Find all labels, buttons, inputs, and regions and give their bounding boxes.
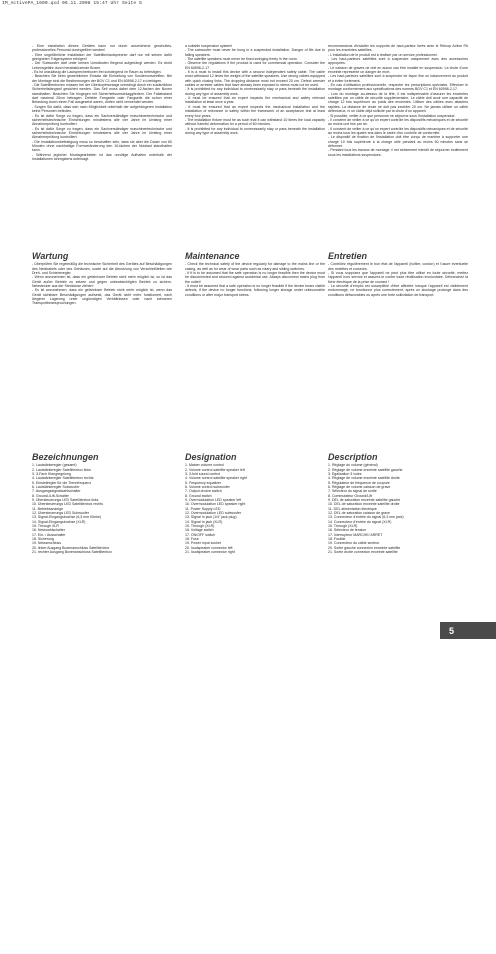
paragraph: - En cas d'utilisation professionnelle, respecter les prescriptions spéciales. Effectuer le montage conformément aux spécifications des normes BGV C1 et EN 60598-2-17. — [328, 83, 468, 92]
list-item: 13. Connecteur d'entrée du signal (6,3 mm jack) — [328, 515, 404, 520]
page-number: 5 — [448, 625, 454, 636]
paragraph: - If it is to be assumed that the safe operation is no longer feasible then the device must be disconnected and secured against accidental use. Always disconnect mains plug from the outlet! — [185, 270, 325, 284]
paragraph: - Le dispositif de fixation de l'installation doit être conçu de manière à supporter une charge 10 fois supérieure à la charge utile pendant au moins 60 minutes sans se déformer. — [328, 135, 468, 148]
paragraph: - La sécurité d'emploi est susceptible d'être affectée lorsque l'appareil est visiblement endommagé, ne fonctionne plus correctement, après un stockage prolongé dans des conditions défavorables ou après une forte sollicitation de transport. — [328, 283, 468, 297]
paragraph: - The satellite speakers must never be fixed swinging freely in the room. — [185, 57, 298, 62]
paragraph: - Wenn anzunehmen ist, dass ein gefahrloser Betrieb nicht mehr möglich ist, so ist das Gerät außer Betrieb zu setzen und gegen unbeabsichtigten Betrieb zu sichern. Netzstecker aus der Steckdose ziehen! — [32, 275, 172, 288]
list-item: 9. DEL de saturation enceinte satellite gauche — [328, 497, 401, 502]
paragraph: - It must be ensured that an expert inspects the mechanical installation and the installation of relevance to safety within the framework of an acceptance test at least every four years. — [185, 104, 325, 118]
list-item: 1. Master volume control — [185, 463, 224, 468]
list-item: 15. Through (XLR) — [185, 524, 215, 528]
list-item: 12. Übersteuerungs LED Subwoofer — [32, 510, 89, 515]
list-item: 5. Einstellregler für die Trennfrequenz — [32, 480, 92, 485]
list-item: 3. Égalisation 3 voies — [328, 471, 362, 476]
paragraph: - Les haut-parleurs satellites sont à suspendre de façon fixe un balancement du produit et à éviter fortement. — [328, 74, 468, 83]
paragraph: - Si vous supposez que l'appareil ne peut plus être utilisé en toute sécurité, mettez l'appareil hors service et assurez-le contre toute réutilisation involontaire. Débranchez la fiche électrique de la prise de courant ! — [328, 270, 468, 284]
paragraph: - Überprüfen Sie regelmäßig die technische Sicherheit des Gerätes auf Beschädigungen des Netzkabels oder des Gehäuses, sowie auf die Abnutzung von Verschleißteilen wie Dreh- und Schieberegler. — [32, 262, 172, 275]
list-item: 14. Connecteur d'entrée du signal (XLR) — [328, 519, 392, 524]
list-item: 16. Voltage switch — [185, 528, 214, 533]
list-item: 11. DEL alimentation électrique — [328, 506, 377, 511]
section-title: Wartung — [32, 251, 69, 261]
installation-text-fr — [328, 44, 468, 157]
list-item: 19. Power input socket — [185, 541, 221, 546]
print-slug: IM_ActivePA_1600.qxd 06.11.2008 15:47 Uhr Seite 5 — [2, 1, 142, 6]
paragraph: - Sorgen Sie dafür, dass sich nach Möglichkeit unterhalb der aufgehängeren Installation keine Personen befinden. — [32, 104, 172, 114]
paragraph: - Si possible, veiller à ce que personne ne séjourne sous l'installation suspendue. — [328, 113, 456, 118]
list-item: 11. Betriebsanzeige — [32, 506, 64, 511]
list-item: 20. linker Ausgang Boxenanschluss Satellitenbox — [32, 545, 110, 550]
paragraph: - It is prohibited for any individual to unnecessarily stay or pass beneath the installation during any type of assembly work. — [185, 126, 325, 135]
paragraph: - Lors du montage au-dessus de la tête, il est indispensable d'assurer les enceintes satellites par un câble de sécurité supplémentaire. Le câble doit avoir une capacité de charge 12 fois supérieure au poids des enceintes. Utiliser des câbles avec attaches rapides. La distance de chute ne doit pas excéder 20 cm. Ne jamais utiliser un câble défectueux, ni un câble déjà sollicité par la chute d'un appareil. — [328, 91, 468, 114]
paragraph: - Les haut-parleurs satellites sont à suspendre uniquement avec des accessoires appropriés. — [328, 57, 468, 66]
list-item: 6. Volume control subwoofer — [185, 484, 230, 489]
maintenance-section-fr — [328, 251, 468, 297]
list-item: 20. Sortie gauche connexion enceinte satellite — [328, 545, 401, 550]
list-item: 21. Sortie droite connexion enceinte satellite — [328, 550, 398, 555]
list-item: 8. Ground switch — [185, 493, 212, 498]
page-number-tab — [440, 622, 496, 639]
list-item: 4. Réglage de volume enceinte satellite droite — [328, 476, 400, 481]
list-item: 6. Lautstärkeregler Subwoofer — [32, 484, 80, 489]
paragraph: - It must be ensured that an expert inspects the mechanical and safety relevant installation at least once a year. — [185, 96, 325, 105]
list-item: 12. DEL de saturation caisson de grave — [328, 510, 390, 515]
list-item: 5. Régulateur de fréquence de coupure — [328, 480, 390, 485]
list-item: 16. Sélecteur de tension — [328, 528, 367, 533]
paragraph: - Die Satellitenboxen müssen bei der Überkopfmontage unbedingt durch ein zusätzliches Sicherheitsfangseil gesichert werden. Das Seil muss dabei dem 12-fachen der Boxen standhalten. Beachten Sie hingegen mit Sicherheitsumschlaggliedern. Der Fallabstand darf maximal 20cm betragen. Defekte Fangseile oder Fangseile die schon einer Belastung durch einen Fall ausgesetzt waren, dürfen nicht verwendet werden. — [32, 83, 172, 105]
designation-section-de — [32, 452, 172, 554]
list-item: 13. Signal In jack (1/4" jack plug) — [185, 515, 237, 520]
list-item: 16. Netzwahlschalter — [32, 528, 65, 533]
paragraph: - Beachten Sie beim gewerblichen Einsatz die Einhaltung von Sondervorschriften. Bei der Montage sind die Bestimmungen der BGV C1 und EN 60598-2-17 zu befolgen. — [32, 74, 172, 83]
paragraph: - Contrôlez régulièrement le bon état de l'appareil (boîtier, cordon) et l'usure éventuelle des molettes et curseurs. — [328, 262, 468, 271]
list-item: 17. Interrupteur MARCHE/ ARRÊT — [328, 532, 383, 537]
paragraph: - Eine Installation dieses Gerätes kann nur durch ausreichend geschultes, professionelles Personal durchgeführt werden! — [32, 44, 172, 53]
paragraph: - Observe the regulations if the product is used for commercial operation. Consider the EN 60598-2-17. — [185, 61, 325, 70]
paragraph: - Eine ungefährliche Installation der Satellitenlautsprecher darf nur mit seinen dafür geeigneten Trägersystem erfolgen! — [32, 52, 172, 62]
list-item: 10. DEL de saturation enceinte satellite droite — [328, 502, 400, 507]
list-item: 10. Overmodulation LED speaker right — [185, 502, 246, 507]
paragraph: - Pendant tous les travaux de montage, il est strictement interdit de séjourner inutilement sous les installations suspendues. — [328, 148, 468, 157]
list-item: 18. Sicherung — [32, 537, 54, 542]
list-item: 17. Ein- / Ausschalter — [32, 532, 66, 537]
paragraph: a suitable suspension system! — [185, 44, 233, 48]
list-item: 9. Overmodulation LED speaker left — [185, 497, 242, 502]
list-item: 7. Output choice switch — [185, 489, 222, 494]
list-item: 12. Overmodulation LED subwoofer — [185, 510, 242, 515]
paragraph: - Während jeglicher Montagearbeiten ist das unnötige Aufhalten unterhalb der Installationen strengstens untersagt. — [32, 152, 172, 161]
designation-section-fr — [328, 452, 468, 554]
list-item: 15. Through (XLR) — [328, 524, 358, 528]
section-title: Bezeichnungen — [32, 452, 99, 462]
list-item: 2. Réglage de volume enceinte satellite gauche — [328, 467, 403, 472]
list-item: 11. Power Supply LED — [185, 506, 221, 511]
paragraph: - Es ist dafür Sorge zu tragen, dass ein Sachverständiger maschinentechnische und sicherheitstechnische Einrichtungen mindestens alle vier Jahre im Umfang einer Abnahmeprüfung kontrolliert. — [32, 113, 172, 127]
list-item: 21. rechter Ausgang Boxenanschluss Satellitenbox — [32, 550, 112, 555]
paragraph: - The subwoofer must never be hung in a suspended installation. Danger of life due to falling speakers. — [185, 48, 325, 57]
list-item: 14. Signal In jack (XLR) — [185, 519, 223, 524]
list-item: 15. Through XLR — [32, 524, 59, 528]
list-item: 18. Fuse — [185, 537, 199, 542]
paragraph: - Le caisson de graves ne doit en aucun cas être installé en suspension. La chute d'une enceinte représente un danger de mort. — [328, 65, 468, 75]
paragraph: - Der Subwoofer darf unter keinen Umständen fliegend aufgehängt werden. Es droht Lebensgefahr durch herabstürzende Boxen. — [32, 61, 172, 70]
list-item: 6. Réglage de volume caisson de grave — [328, 484, 391, 489]
maintenance-section-de — [32, 251, 172, 306]
paragraph: - Es ist dafür Sorge zu tragen, dass ein Sachverständiger maschinentechnische und sicherheitstechnische Einrichtungen mindestens alle vier Jahre im Umfang einer Abnahmeprüfung kontrolliert. — [32, 126, 172, 140]
paragraph: - Il convient de veiller à ce qu'un expert contrôle les dispositifs mécaniques et de sécurité au moins tous les quatre ans dans le cadre d'un contrôle de conformité. — [328, 126, 468, 135]
list-item: 4. Lautstärkeregler Satellitenbox rechts — [32, 476, 94, 481]
installation-text-de — [32, 44, 172, 161]
list-item: 13. Signal-Eingangsbuchse (6,3 mm Klinke) — [32, 515, 102, 520]
list-item: 19. Connecteur du câble secteur — [328, 541, 380, 546]
paragraph: recommandons d'installer les supports de haut-parleur livrés avec le Reloop Active PA pour les enceintes satellites. — [328, 44, 468, 53]
paragraph: - The installation fixture must be as such that it can withstand 10 times the load capacity without harmful deformation for a period of 60 minutes. — [185, 117, 325, 127]
list-item: 20. loudspeaker connector left — [185, 545, 233, 550]
section-title: Designation — [185, 452, 237, 462]
installation-text-en — [185, 44, 325, 135]
paragraph: - Es ist unzulässig die Lautsprecherboxen frei schwingend im Raum zu befestigen. — [32, 70, 162, 75]
paragraph: - Check the technical safety of the device regularly for damage to the mains line or the casing, as well as for wear of wear parts such as rotary and sliding switches. — [185, 262, 325, 271]
list-item: 10. Übersteuerungs LED Satellitenbox rechts — [32, 502, 103, 507]
list-item: 8. Commutateur Ground/Lift — [328, 493, 372, 498]
paragraph: - Die Installationsbefestigung muss so beschaffen sein, dass sie aber die Dauer von 60 Minuten ohne nachhaltige Formveränderung den 10-fachen der Nutzlast standhalten kann. — [32, 139, 172, 153]
paragraph: - L'installation de le produit est à réaliser par un service professionnel. — [328, 52, 438, 57]
list-item: 17. ON/OFF switch — [185, 532, 216, 537]
paragraph: - It must be assumed that a safe operation is no longer feasible if the device bears visible defects, if the device no longer functions, following longer storage under unfavourable conditions or after major transport stress. — [185, 283, 325, 297]
list-item: 5. Frequency equalizer — [185, 480, 222, 485]
list-item: 9. Übersteuerungs LED Satellitenbox links — [32, 497, 99, 502]
section-title: Description — [328, 452, 378, 462]
paragraph: - It is prohibited for any individual to unnecessarily stay or pass beneath the installation during any type of assembly work. — [185, 87, 325, 96]
list-item: 1. Réglage du volume (général) — [328, 463, 378, 468]
list-item: 7. Sélecteur du signal de sortie — [328, 489, 377, 494]
paragraph: - Es ist anzunehmen, dass ein gefahrloser Betrieb nicht mehr möglich ist, wenn das Gerät sichtbare Beschädigungen aufweist, das Gerät nicht mehr funktioniert, nach längerer Lagerung unter ungünstigen Verhältnissen oder nach schweren Transportbeanspruchungen. — [32, 288, 172, 306]
list-item: 4. Volume control satellite speaker right — [185, 476, 247, 481]
list-item: 2. Volume control satellite speaker left — [185, 467, 245, 472]
list-item: 19. Netzanschluss — [32, 541, 61, 546]
list-item: 14. Signal-Eingangsbuchse (XLR) — [32, 519, 86, 524]
list-item: 3. 3-fold sound control — [185, 471, 221, 476]
paragraph: - It is a must to install this device with a second independent safety cable. The cable must withstand 12 times the weight of the satellite speakers. Use strong cables equipped with quick closing links. The dropping distance must not exceed 20 cm. Defect arrester cables or arrester cables that have already been exposed to stress must not be used. — [185, 70, 325, 88]
list-item: 1. Lautstärkeregler (gesamt) — [32, 463, 77, 468]
maintenance-section-en — [185, 251, 325, 297]
section-title: Maintenance — [185, 251, 240, 261]
list-item: 2. Lautstärkeregler Satellitenbox links — [32, 467, 91, 472]
list-item: 3. 3-Fach Klangregelung — [32, 471, 71, 476]
list-item: 7. Ausgangssignalwahlschalter — [32, 489, 81, 494]
paragraph: - Il convient de veiller à ce qu'un expert contrôle les dispositifs mécaniques et de sécurité au moins une fois par an. — [328, 117, 468, 127]
list-item: 18. Fusible — [328, 537, 346, 542]
section-title: Entretien — [328, 251, 368, 261]
list-item: 8. Ground-/Lift-Schalter — [32, 493, 69, 498]
designation-section-en — [185, 452, 325, 554]
list-item: 21. loudspeaker connector right — [185, 550, 235, 555]
